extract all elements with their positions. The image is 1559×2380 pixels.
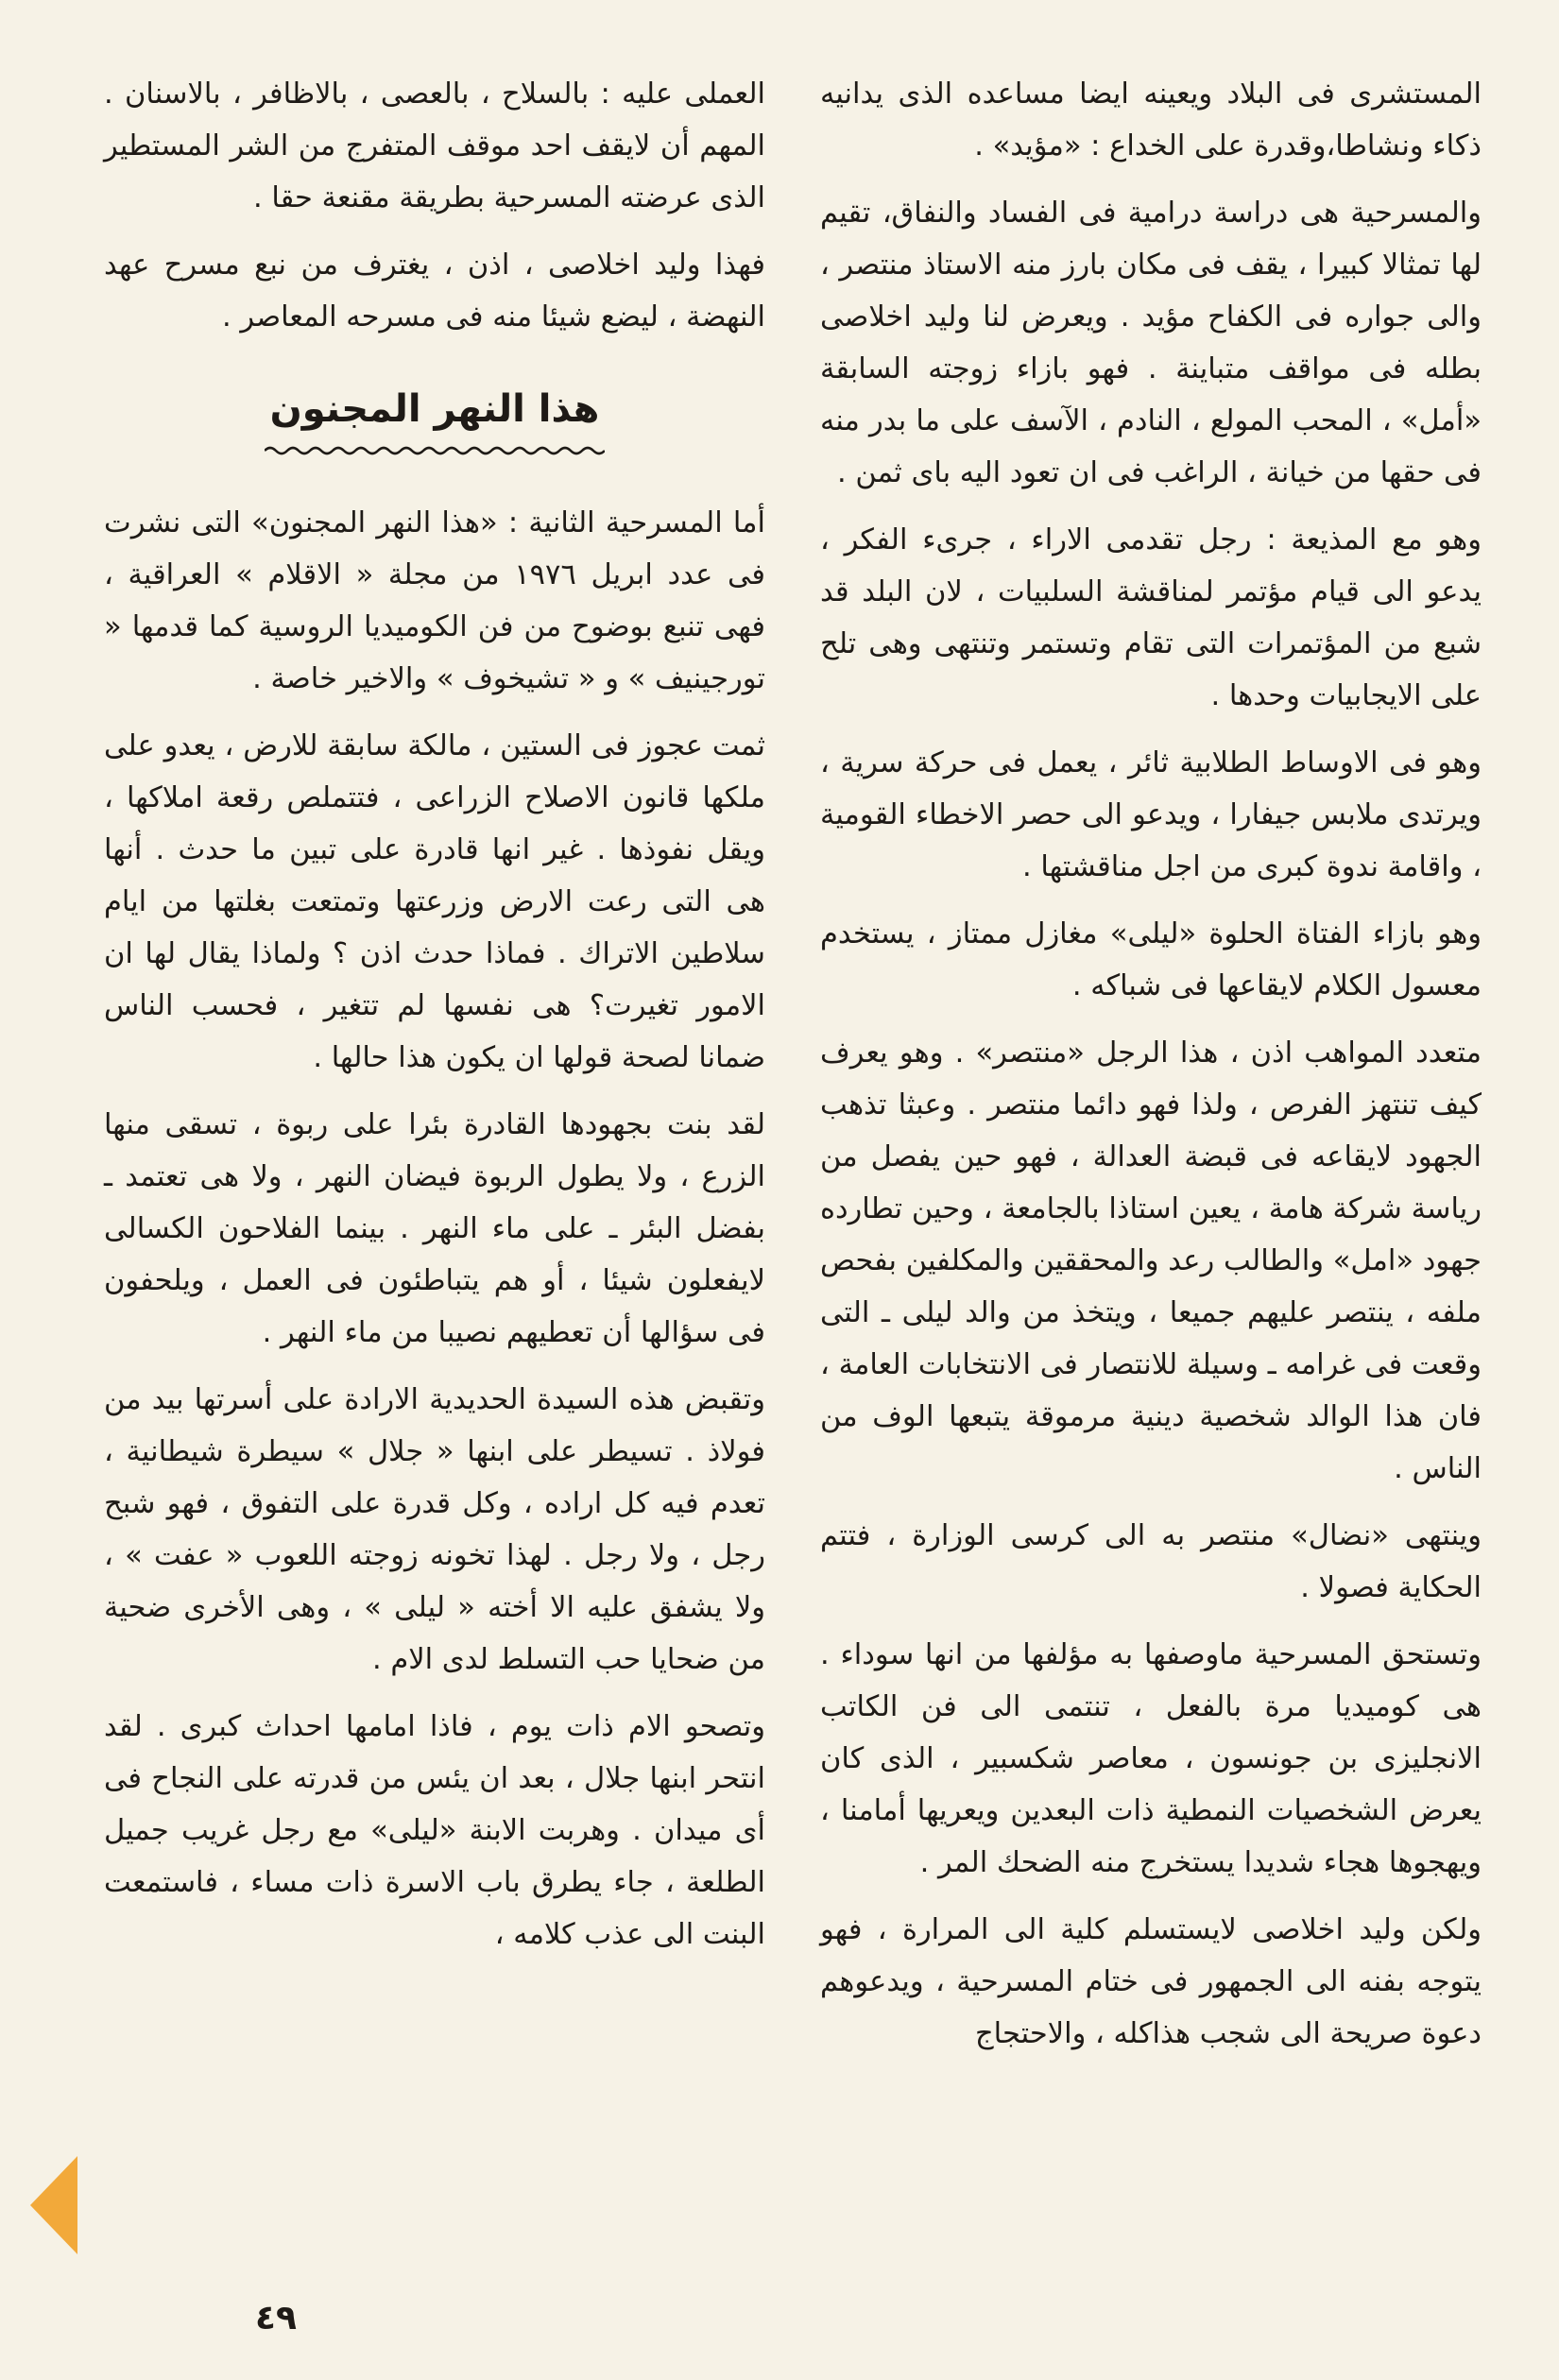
- right-column: [820, 68, 1482, 2075]
- paragraph: وينتهى «نضال» منتصر به الى كرسى الوزارة ، فتتم الحكاية فصولا .: [820, 1519, 1482, 1604]
- paragraph: ولكن وليد اخلاصى لايستسلم كلية الى المرارة ، فهو يتوجه بفنه الى الجمهور فى ختام المسرحية ، ويدعوهم دعوة صريحة الى شجب هذاكله ، والاحتجاج: [820, 1913, 1482, 2050]
- left-column: [104, 68, 765, 1976]
- paragraph: لقد بنت بجهودها القادرة بئرا على ربوة ، تسقى منها الزرع ، ولا يطول الربوة فيضان النهر ، ولا هى تعتمد ـ بفضل البئر ـ على ماء النهر . بينما الفلاحون الكسالى لايفعلون شيئا ، أو هم يتباطئون فى العمل ، ويلحفون فى سؤالها أن تعطيهم نصيبا من ماء النهر .: [104, 1108, 765, 1349]
- paragraph: وهو فى الاوساط الطلابية ثائر ، يعمل فى حركة سرية ، ويرتدى ملابس جيفارا ، ويدعو الى حصر الاخطاء القومية ، واقامة ندوة كبرى من اجل مناقشتها .: [820, 746, 1482, 883]
- section-heading: هذا النهر المجنون: [269, 387, 600, 431]
- wavy-underline: [265, 444, 605, 457]
- paragraph: العملى عليه : بالسلاح ، بالعصى ، بالاظافر ، بالاسنان . المهم أن لايقف احد موقف المتفرج من الشر المستطير الذى عرضته المسرحية بطريقة مقنعة حقا .: [104, 77, 765, 214]
- paragraph: والمسرحية هى دراسة درامية فى الفساد والنفاق، تقيم لها تمثالا كبيرا ، يقف فى مكان بارز منه الاستاذ منتصر ، والى جواره فى الكفاح مؤيد . ويعرض لنا وليد اخلاصى بطله فى مواقف متباينة . فهو بازاء زوجته السابقة «أمل» ، المحب المولع ، النادم ، الآسف على ما بدر منه فى حقها من خيانة ، الراغب فى ان تعود اليه باى ثمن .: [820, 197, 1482, 489]
- paragraph: وتصحو الام ذات يوم ، فاذا امامها احداث كبرى . لقد انتحر ابنها جلال ، بعد ان يئس من قدرته على النجاح فى أى ميدان . وهربت الابنة «ليلى» مع رجل غريب جميل الطلعة ، جاء يطرق باب الاسرة ذات مساء ، فاستمعت البنت الى عذب كلامه ،: [104, 1710, 765, 1951]
- paragraph: وتقبض هذه السيدة الحديدية الارادة على أسرتها بيد من فولاذ . تسيطر على ابنها « جلال » سيطرة شيطانية ، تعدم فيه كل اراده ، وكل قدرة على التفوق ، فهو شبح رجل ، ولا رجل . لهذا تخونه زوجته اللعوب « عفت » ، ولا يشفق عليه الا أخته « ليلى » ، وهى الأخرى ضحية من ضحايا حب التسلط لدى الام .: [104, 1383, 765, 1676]
- paragraph: ثمت عجوز فى الستين ، مالكة سابقة للارض ، يعدو على ملكها قانون الاصلاح الزراعى ، فتتملص رقعة املاكها ، ويقل نفوذها . غير انها قادرة على تبين ما حدث . أنها هى التى رعت الارض وزرعتها وتمتعت بغلتها من ايام سلاطين الاتراك . فماذا حدث اذن ؟ ولماذا يقال لها ان الامور تغيرت؟ هى نفسها لم تتغير ، فحسب الناس ضمانا لصحة قولها ان يكون هذا حالها .: [104, 729, 765, 1074]
- paragraph: وهو بازاء الفتاة الحلوة «ليلى» مغازل ممتاز ، يستخدم معسول الكلام لايقاعها فى شباكه .: [820, 917, 1482, 1002]
- paragraph: المستشرى فى البلاد ويعينه ايضا مساعده الذى يدانيه ذكاء ونشاطا،وقدرة على الخداع : «مؤيد» .: [820, 77, 1482, 163]
- paragraph: أما المسرحية الثانية : «هذا النهر المجنون» التى نشرت فى عدد ابريل ١٩٧٦ من مجلة « الاقلام » العراقية ، فهى تنبع بوضوح من فن الكوميديا الروسية كما قدمها « تورجينيف » و « تشيخوف » والاخير خاصة .: [104, 506, 765, 695]
- paragraph: وتستحق المسرحية ماوصفها به مؤلفها من انها سوداء . هى كوميديا مرة بالفعل ، تنتمى الى فن الكاتب الانجليزى بن جونسون ، معاصر شكسبير ، الذى كان يعرض الشخصيات النمطية ذات البعدين ويعريها أمامنا ، ويهجوها هجاء شديدا يستخرج منه الضحك المر .: [820, 1638, 1482, 1879]
- page-number: ٤٩: [255, 2299, 297, 2337]
- paragraph: فهذا وليد اخلاصى ، اذن ، يغترف من نبع مسرح عهد النهضة ، ليضع شيئا منه فى مسرحه المعاصر .: [104, 248, 765, 334]
- paragraph: متعدد المواهب اذن ، هذا الرجل «منتصر» . وهو يعرف كيف تنتهز الفرص ، ولذا فهو دائما منتصر . وعبثا تذهب الجهود لايقاعه فى قبضة العدالة ، فهو حين يفصل من رياسة شركة هامة ، يعين استاذا بالجامعة ، وحين تطارده جهود «امل» والطالب رعد والمحققين والمكلفين بفحص ملفه ، ينتصر عليهم جميعا ، ويتخذ من والد ليلى ـ التى وقعت فى غرامه ـ وسيلة للانتصار فى الانتخابات العامة ، فان هذا الوالد شخصية دينية مرموقة يتبعها الوف من الناس .: [820, 1036, 1482, 1485]
- page-tab-arrow-icon: [30, 2156, 77, 2254]
- section-heading-block: [104, 381, 765, 457]
- paragraph: وهو مع المذيعة : رجل تقدمى الاراء ، جرىء الفكر ، يدعو الى قيام مؤتمر لمناقشة السلبيات ، لان البلد قد شبع من المؤتمرات التى تقام وتستمر وتنتهى وهى تلح على الايجابيات وحدها .: [820, 523, 1482, 712]
